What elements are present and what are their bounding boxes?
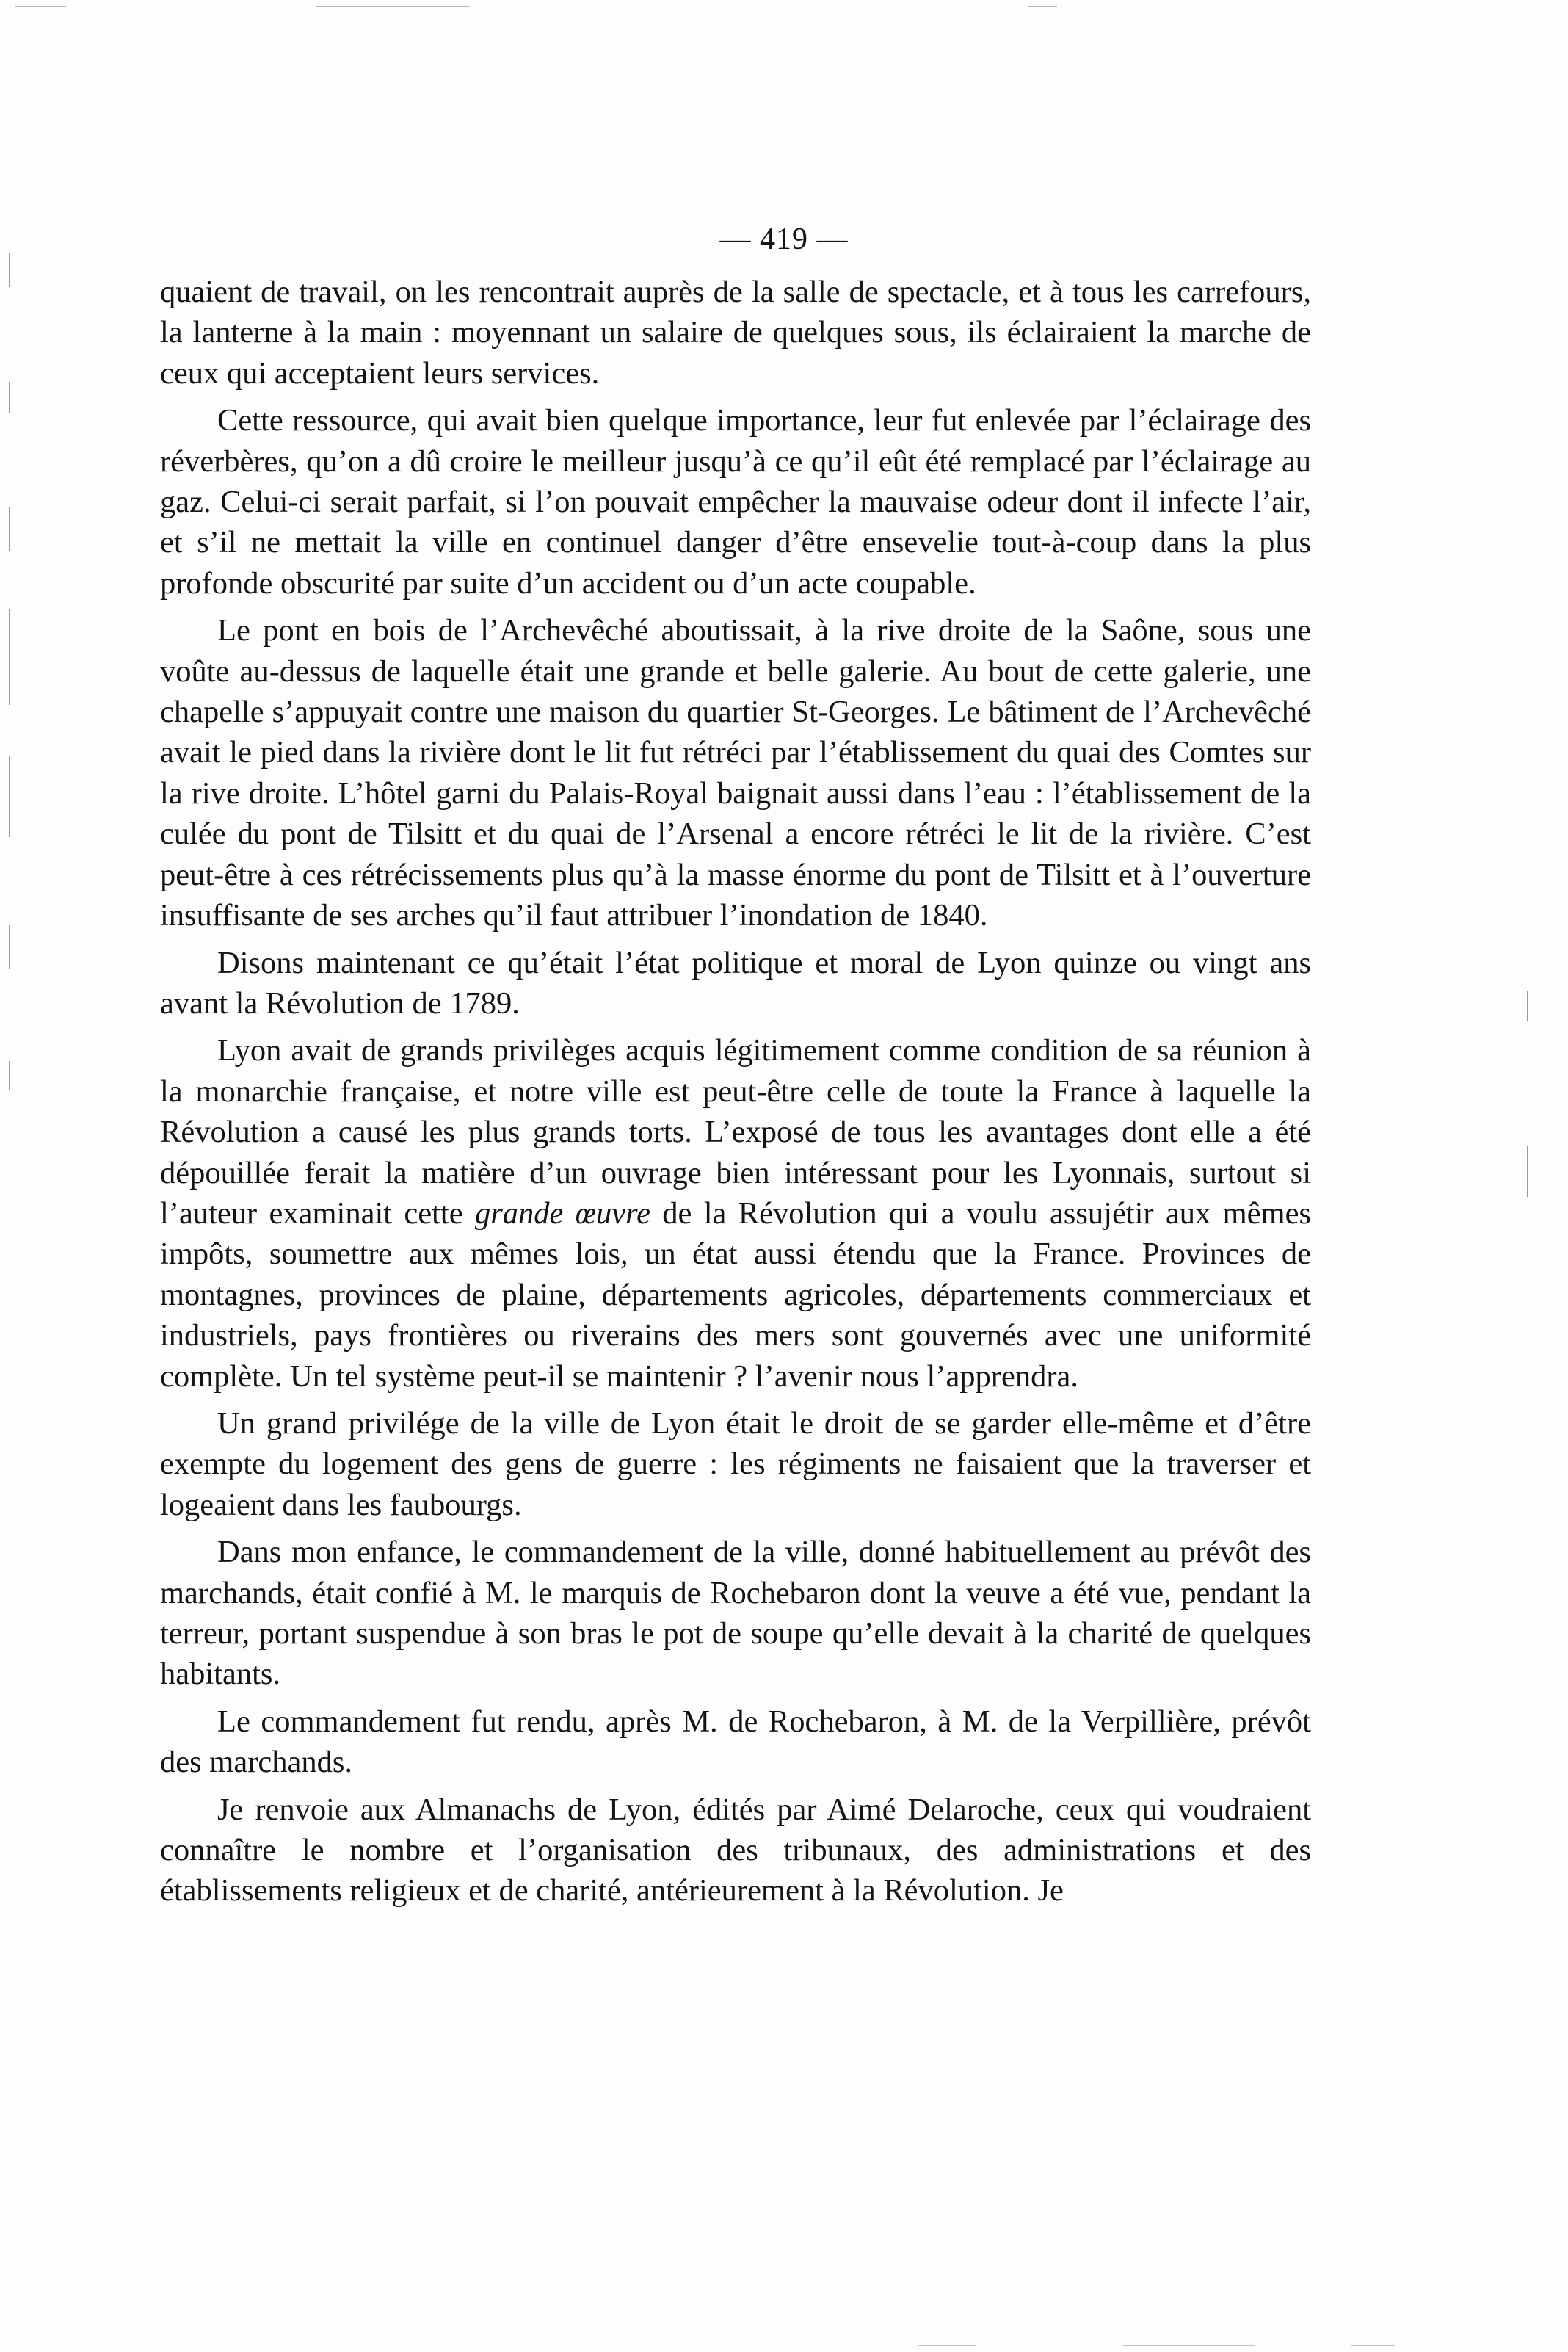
scan-edge-mark (1351, 2345, 1395, 2346)
paragraph: Disons maintenant ce qu’était l’état politique et moral de Lyon quinze ou vingt ans avant la Révolution de 1789. (160, 945, 1311, 1021)
scan-edge-mark (1028, 6, 1057, 7)
paragraph: Le pont en bois de l’Archevêché aboutissait, à la rive droite de la Saône, sous une voûte au-dessus de laquelle était une grande et belle galerie. Au bout de cette galerie, une chapelle s’appuyait contre une maison du quartier St-Georges. Le bâtiment de l’Archevêché avait le pied dans la rivière dont le lit fut rétréci par l’établissement du quai des Comtes sur la rive droite. L’hôtel garni du Palais-Royal baignait aussi dans l’eau : l’établissement de la culée du pont de Tilsitt et du quai de l’Arsenal a encore rétréci le lit de la rivière. C’est peut-être à ces rétrécissements plus qu’à la masse énorme du pont de Tilsitt et à l’ouverture insuffisante de ses arches qu’il faut attribuer l’inondation de 1840. (160, 613, 1311, 933)
paragraph: quaient de travail, on les rencontrait auprès de la salle de spectacle, et à tous les carrefours, la lanterne à la main : moyennant un salaire de quelques sous, ils éclairaient la marche de ceux qui acceptaient leurs services. (160, 275, 1311, 391)
scan-margin-mark (9, 382, 10, 413)
scan-margin-mark (1527, 991, 1528, 1021)
paragraph: Dans mon enfance, le commandement de la ville, donné habituellement au prévôt des marchands, était confié à M. le marquis de Rochebaron dont la veuve a été vue, pendant la terreur, portant suspendue à son bras le pot de soupe qu’elle devait à la charité de quelques habitants. (160, 1535, 1311, 1692)
scan-margin-mark (9, 1061, 10, 1090)
scan-margin-mark (1527, 1146, 1528, 1197)
paragraph: Je renvoie aux Almanachs de Lyon, édités par Aimé Delaroche, ceux qui voudraient connaître le nombre et l’organisation des tribunaux, des administrations et des établissements religieux et de charité, antérieurement à la Révolution. Je (160, 1792, 1311, 1908)
paragraph: Cette ressource, qui avait bien quelque importance, leur fut enlevée par l’éclairage des réverbères, qu’on a dû croire le meilleur jusqu’à ce qu’il eût été remplacé par l’éclairage au gaz. Celui-ci serait parfait, si l’on pouvait empêcher la mauvaise odeur dont il infecte l’air, et s’il ne mettait la ville en continuel danger d’être ensevelie tout-à-coup dans la plus profonde obscurité par suite d’un accident ou d’un acte coupable. (160, 403, 1311, 601)
scan-edge-mark (918, 2345, 976, 2346)
scan-edge-mark (15, 6, 66, 7)
paragraph-text: Lyon avait de grands privilèges acquis légitimement comme condition de sa réunion à la monarchie française, et notre ville est peut-être celle de toute la France à laquelle la Révolution a causé les plus grands torts. L’exposé de tous les avantages dont elle a été dépouillée ferait la matière d’un ouvrage bien intéressant pour les Lyonnais, surtout si l’auteur examinait cette (160, 1033, 1311, 1231)
paragraph: Le commandement fut rendu, après M. de Rochebaron, à M. de la Verpillière, prévôt des marchands. (160, 1704, 1311, 1780)
scan-margin-mark (9, 925, 10, 969)
paragraph-text: de la Révolution qui a voulu assujétir aux mêmes impôts, soumettre aux mêmes lois, un état aussi étendu que la France. Provinces de montagnes, provinces de plaine, départements agricoles, départements commerciaux et industriels, pays frontières ou riverains des mers sont gouvernés avec une uniformité complète. Un tel système peut-il se maintenir ? l’avenir nous l’apprendra. (160, 1195, 1311, 1394)
scan-margin-mark (9, 756, 10, 837)
page-number: — 419 — (719, 222, 849, 256)
scan-margin-mark (9, 507, 10, 551)
scan-edge-mark (1123, 2345, 1255, 2346)
scan-margin-mark (9, 609, 10, 705)
paragraph: Un grand privilége de la ville de Lyon était le droit de se garder elle-même et d’être exempte du logement des gens de guerre : les régiments ne faisaient que la traverser et logeaient dans les faubourgs. (160, 1405, 1311, 1522)
body-text (160, 272, 1311, 1918)
scan-edge-mark (316, 6, 470, 7)
paragraph (160, 1030, 1311, 1397)
italic-phrase: grande œuvre (474, 1195, 650, 1231)
